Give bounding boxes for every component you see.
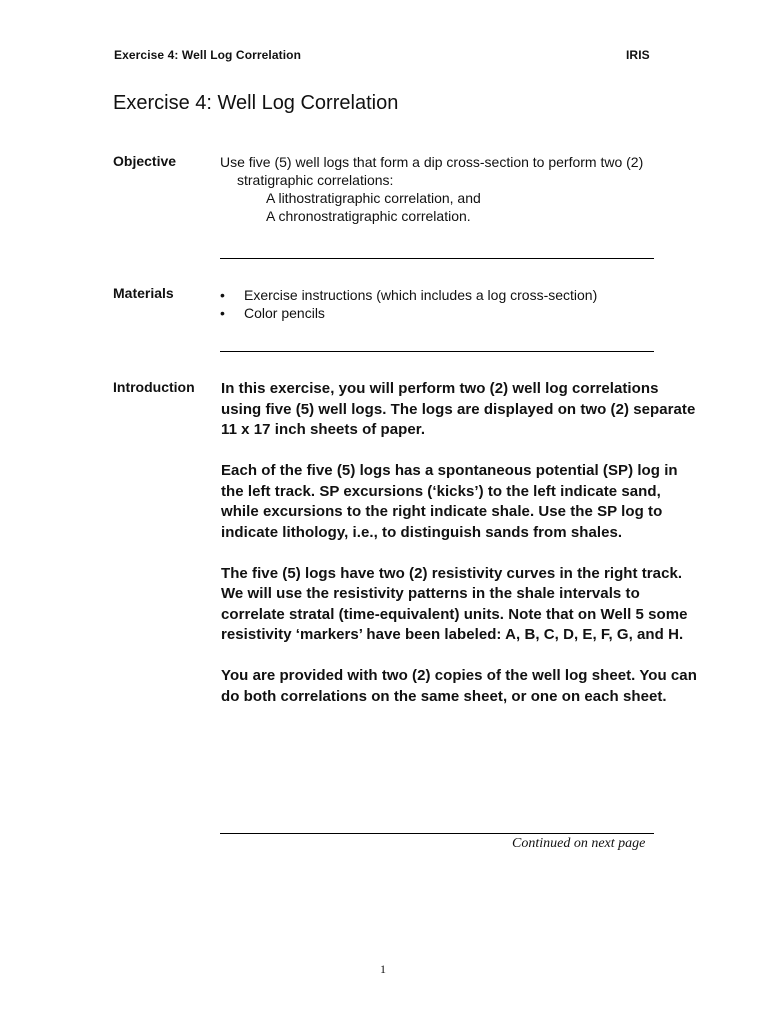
- introduction-paragraph: The five (5) logs have two (2) resistivity curves in the right track. We will use the resistivity patterns in the shale intervals to correlate stratal (time-equivalent) units. Note that on Well 5 some resistivity ‘markers’ have been labeled: A, B, C, D, E, F, G, and H.: [221, 564, 688, 643]
- materials-item-text: Color pencils: [244, 305, 325, 321]
- introduction-paragraph: In this exercise, you will perform two (2) well log correlations using five (5) well logs. The logs are displayed on two (2) separate 11 x 17 inch sheets of paper.: [221, 380, 696, 438]
- introduction-paragraph: Each of the five (5) logs has a spontaneous potential (SP) log in the left track. SP excursions (‘kicks’) to the left indicate sand, while excursions to the right indicate shale. Use the SP log to indicate lithology, i.e., to distinguish sands from shales.: [221, 462, 678, 541]
- section-divider: [220, 833, 654, 834]
- document-title: Exercise 4: Well Log Correlation: [113, 92, 399, 114]
- introduction-label: Introduction: [113, 379, 195, 395]
- objective-line: A chronostratigraphic correlation.: [266, 208, 471, 224]
- section-divider: [220, 351, 654, 352]
- objective-line: A lithostratigraphic correlation, and: [266, 190, 481, 206]
- bullet-icon: •: [220, 287, 225, 303]
- objective-line: Use five (5) well logs that form a dip cross-section to perform two (2): [220, 154, 644, 170]
- objective-label: Objective: [113, 153, 177, 169]
- objective-line: stratigraphic correlations:: [237, 172, 394, 188]
- materials-list: [220, 286, 660, 322]
- materials-item-text: Exercise instructions (which includes a log cross-section): [244, 287, 598, 303]
- section-divider: [220, 258, 654, 259]
- page-number: 1: [380, 962, 386, 976]
- running-header-title: Exercise 4: Well Log Correlation: [114, 48, 302, 62]
- materials-item: [220, 286, 660, 304]
- materials-item: [220, 304, 660, 322]
- continued-note: Continued on next page: [512, 836, 646, 851]
- bullet-icon: •: [220, 305, 225, 321]
- materials-label: Materials: [113, 285, 174, 301]
- objective-text: [220, 153, 690, 225]
- introduction-paragraph: You are provided with two (2) copies of the well log sheet. You can do both correlations on the same sheet, or one on each sheet.: [221, 667, 697, 705]
- running-header-organization: IRIS: [626, 48, 650, 62]
- introduction-body: [221, 379, 699, 728]
